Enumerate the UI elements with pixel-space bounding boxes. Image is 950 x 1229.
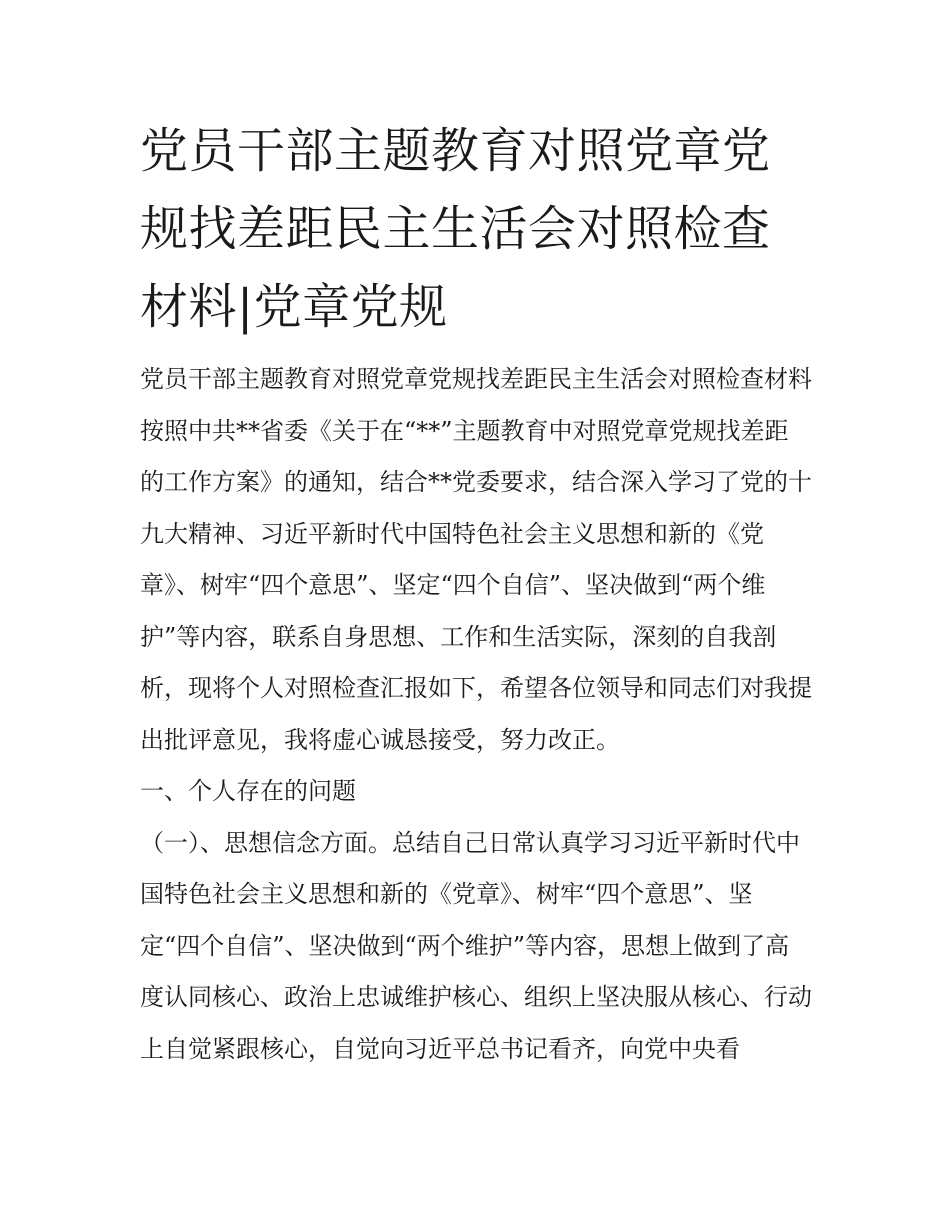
document-title: 党员干部主题教育对照党章党规找差距民主生活会对照检查材料|党章党规 bbox=[140, 123, 771, 335]
document-page bbox=[140, 112, 812, 1075]
subsection-paragraph-ideology: （一）、思想信念方面。总结自己日常认真学习习近平新时代中国特色社会主义思想和新的《党章》、树牢“四个意思”、坚定“四个自信”、坚决做到“两个维护”等内容，思想上做到了高度认同核心、政治上忠诚维护核心、组织上坚决服从核心、行动上自觉紧跟核心，自觉向习近平总书记看齐，向党中央看 bbox=[140, 828, 812, 1063]
intro-paragraph: 按照中共**省委《关于在“**”主题教育中对照党章党规找差距的工作方案》的通知，结合**党委要求，结合深入学习了党的十九大精神、习近平新时代中国特色社会主义思想和新的《党章》、树牢“四个意思”、坚定“四个自信”、坚决做到“两个维护”等内容，联系自身思想、工作和生活实际，深刻的自我剖析，现将个人对照检查汇报如下，希望各位领导和同志们对我提出批评意见，我将虚心诚恳接受，努力改正。 bbox=[140, 416, 812, 754]
section-heading-problems: 一、个人存在的问题 bbox=[140, 777, 356, 805]
document-subtitle: 党员干部主题教育对照党章党规找差距民主生活会对照检查材料 bbox=[140, 365, 812, 393]
